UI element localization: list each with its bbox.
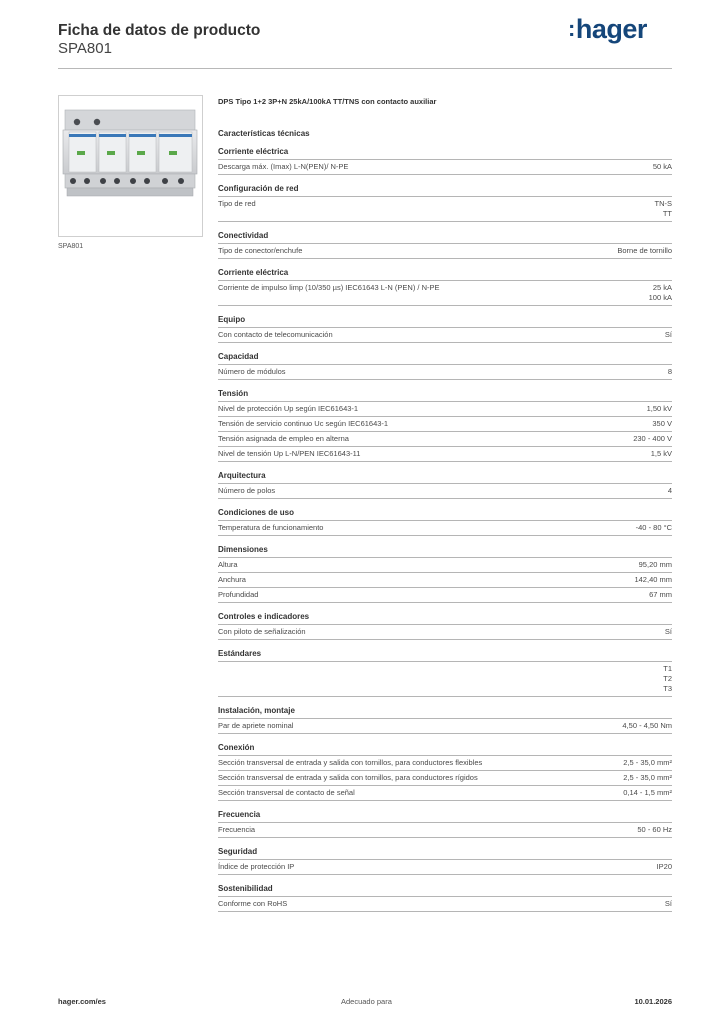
footer-date: 10.01.2026 <box>634 997 672 1006</box>
spec-value-line: T2 <box>663 674 672 683</box>
spec-label: Profundidad <box>218 590 259 599</box>
section-heading: Seguridad <box>218 847 258 856</box>
spec-value <box>636 523 672 533</box>
spec-rows <box>218 822 672 838</box>
spec-value-line: 4,50 - 4,50 Nm <box>622 721 672 730</box>
spec-value <box>653 162 672 172</box>
section-heading: Tensión <box>218 389 249 398</box>
spec-value <box>617 246 672 256</box>
section-heading: Corriente eléctrica <box>218 268 289 277</box>
section-heading: Arquitectura <box>218 471 266 480</box>
spec-value <box>663 664 672 694</box>
spec-row <box>218 447 672 462</box>
spec-value <box>639 560 672 570</box>
spec-row <box>218 573 672 588</box>
spec-rows <box>218 483 672 499</box>
spec-value <box>657 862 672 872</box>
spec-rows <box>218 280 672 306</box>
spec-section <box>218 649 672 697</box>
spec-label: Tipo de conector/enchufe <box>218 246 303 255</box>
spec-value <box>668 486 672 496</box>
section-heading: Instalación, montaje <box>218 706 295 715</box>
spec-value-line: 230 - 400 V <box>633 434 672 443</box>
spec-row <box>218 897 672 912</box>
spec-rows <box>218 718 672 734</box>
spec-value-line: 8 <box>667 367 672 376</box>
spec-rows <box>218 327 672 343</box>
spec-row <box>218 521 672 536</box>
spec-section <box>218 508 672 536</box>
spec-value <box>623 788 672 798</box>
spec-value-line: 142,40 mm <box>634 575 672 584</box>
section-heading: Configuración de red <box>218 184 299 193</box>
spec-label: Corriente de impulso limp (10/350 µs) IEC61643 L-N (PEN) / N-PE <box>218 283 440 292</box>
spec-value-line: Sí <box>664 627 672 636</box>
spec-value <box>668 367 672 377</box>
spec-value <box>649 590 672 600</box>
spec-value-line: Sí <box>664 330 672 339</box>
spec-value-line: TT <box>662 209 672 218</box>
spec-rows <box>218 520 672 536</box>
spec-rows <box>218 557 672 603</box>
spec-label: Nivel de tensión Up L-N/PEN IEC61643-11 <box>218 449 361 458</box>
spec-section <box>218 184 672 222</box>
spec-value-line: 67 mm <box>649 590 672 599</box>
section-heading: Controles e indicadores <box>218 612 310 621</box>
spec-rows <box>218 159 672 175</box>
section-heading: Dimensiones <box>218 545 268 554</box>
image-caption: SPA801 <box>58 243 84 250</box>
spec-section <box>218 847 672 875</box>
spec-row <box>218 719 672 734</box>
spec-value <box>665 330 672 340</box>
hager-logo: :hager <box>568 14 647 44</box>
spec-label: Frecuencia <box>218 825 256 834</box>
section-heading: Condiciones de uso <box>218 508 295 517</box>
spec-value-line: 4 <box>667 486 672 495</box>
footer-center: Adecuado para <box>341 997 392 1006</box>
spec-row <box>218 365 672 380</box>
spec-rows <box>218 661 672 697</box>
spec-section <box>218 810 672 838</box>
spec-label: Altura <box>218 560 238 569</box>
spec-label: Nivel de protección Up según IEC61643-1 <box>218 404 359 413</box>
spec-label: Tensión de servicio continuo Uc según IEC61643-1 <box>218 419 389 428</box>
section-heading: Capacidad <box>218 352 259 361</box>
spec-value <box>647 404 672 414</box>
spec-value <box>649 283 672 303</box>
product-image <box>58 95 203 237</box>
spec-row <box>218 625 672 640</box>
spec-value-line: 50 kA <box>652 162 672 171</box>
section-heading: Conexión <box>218 743 255 752</box>
section-heading: Estándares <box>218 649 262 658</box>
spec-section <box>218 706 672 734</box>
product-code: SPA801 <box>58 40 112 57</box>
spec-label: Anchura <box>218 575 246 584</box>
spec-row <box>218 160 672 175</box>
spec-row <box>218 588 672 603</box>
spec-sections <box>218 147 672 912</box>
spec-value-line: Borne de tornillo <box>617 246 672 255</box>
spec-value <box>623 773 672 783</box>
spec-row <box>218 244 672 259</box>
spec-value-line: TN-S <box>654 199 672 208</box>
spec-label: Sección transversal de contacto de señal <box>218 788 355 797</box>
spec-section <box>218 231 672 259</box>
spec-label: Conforme con RoHS <box>218 899 288 908</box>
spec-label: Con piloto de señalización <box>218 627 306 636</box>
spec-value-line: Sí <box>664 899 672 908</box>
spec-label: Sección transversal de entrada y salida con tornillos, para conductores flexibles <box>218 758 483 767</box>
spec-row <box>218 771 672 786</box>
spec-row <box>218 662 672 697</box>
spec-value-line: T1 <box>663 664 672 673</box>
spec-row <box>218 756 672 771</box>
spec-row <box>218 197 672 222</box>
spec-row <box>218 281 672 306</box>
spec-value-line: 50 - 60 Hz <box>637 825 672 834</box>
page-title: Ficha de datos de producto <box>58 22 261 39</box>
spec-value-line: 1,50 kV <box>646 404 672 413</box>
spec-row <box>218 786 672 801</box>
spec-row <box>218 402 672 417</box>
spec-value-line: 2,5 - 35,0 mm² <box>623 758 672 767</box>
section-heading: Frecuencia <box>218 810 261 819</box>
tech-heading: Características técnicas <box>218 129 310 138</box>
spec-value-line: 2,5 - 35,0 mm² <box>623 773 672 782</box>
spec-value-line: 350 V <box>652 419 672 428</box>
spec-section <box>218 884 672 912</box>
spec-value <box>637 825 672 835</box>
footer-website[interactable]: hager.com/es <box>58 997 106 1006</box>
spec-row <box>218 484 672 499</box>
spec-row <box>218 417 672 432</box>
spec-rows <box>218 755 672 801</box>
spec-rows <box>218 243 672 259</box>
spec-section <box>218 612 672 640</box>
spec-section <box>218 389 672 462</box>
spec-label: Número de módulos <box>218 367 286 376</box>
section-heading: Equipo <box>218 315 246 324</box>
spec-value <box>655 199 673 219</box>
spec-section <box>218 471 672 499</box>
spec-label: Temperatura de funcionamiento <box>218 523 324 532</box>
section-heading: Sostenibilidad <box>218 884 273 893</box>
spec-section <box>218 268 672 306</box>
header-divider <box>58 68 672 69</box>
spec-rows <box>218 896 672 912</box>
tech-heading-block <box>218 129 672 138</box>
spec-row <box>218 860 672 875</box>
spec-row <box>218 558 672 573</box>
spec-value-line: 25 kA <box>652 283 672 292</box>
spec-section <box>218 545 672 603</box>
spec-label: Descarga máx. (Imax) L-N(PEN)/ N-PE <box>218 162 349 171</box>
spec-section <box>218 352 672 380</box>
section-heading: Conectividad <box>218 231 269 240</box>
spec-value-line: IP20 <box>656 862 672 871</box>
spec-rows <box>218 364 672 380</box>
spec-row <box>218 823 672 838</box>
spec-label: Par de apriete nominal <box>218 721 294 730</box>
spec-rows <box>218 401 672 462</box>
spec-content <box>218 97 672 921</box>
spec-value-line: 95,20 mm <box>638 560 672 569</box>
spec-label: Índice de protección IP <box>218 862 295 871</box>
spec-label: Tipo de red <box>218 199 256 208</box>
spec-value <box>623 758 672 768</box>
spec-value <box>652 419 672 429</box>
spec-rows <box>218 859 672 875</box>
spec-row <box>218 432 672 447</box>
spec-value-line: 100 kA <box>648 293 672 302</box>
spec-value-line: 1,5 kV <box>650 449 672 458</box>
spec-label: Número de polos <box>218 486 276 495</box>
spec-label: Con contacto de telecomunicación <box>218 330 333 339</box>
spec-section <box>218 315 672 343</box>
spec-value-line: T3 <box>663 684 672 693</box>
spec-value-line: -40 - 80 °C <box>635 523 672 532</box>
section-heading: Corriente eléctrica <box>218 147 289 156</box>
spec-value-line: 0,14 - 1,5 mm² <box>623 788 672 797</box>
spec-row <box>218 328 672 343</box>
spec-section <box>218 743 672 801</box>
spec-value <box>665 627 672 637</box>
spec-value <box>665 899 672 909</box>
spec-value <box>633 434 672 444</box>
product-title: DPS Tipo 1+2 3P+N 25kA/100kA TT/TNS con contacto auxiliar <box>218 97 437 106</box>
spec-value <box>634 575 672 585</box>
spec-label: Tensión asignada de empleo en alterna <box>218 434 349 443</box>
spec-label: Sección transversal de entrada y salida con tornillos, para conductores rígidos <box>218 773 478 782</box>
spec-value <box>622 721 672 731</box>
spec-value <box>651 449 672 459</box>
spec-section <box>218 147 672 175</box>
spec-rows <box>218 196 672 222</box>
spec-rows <box>218 624 672 640</box>
